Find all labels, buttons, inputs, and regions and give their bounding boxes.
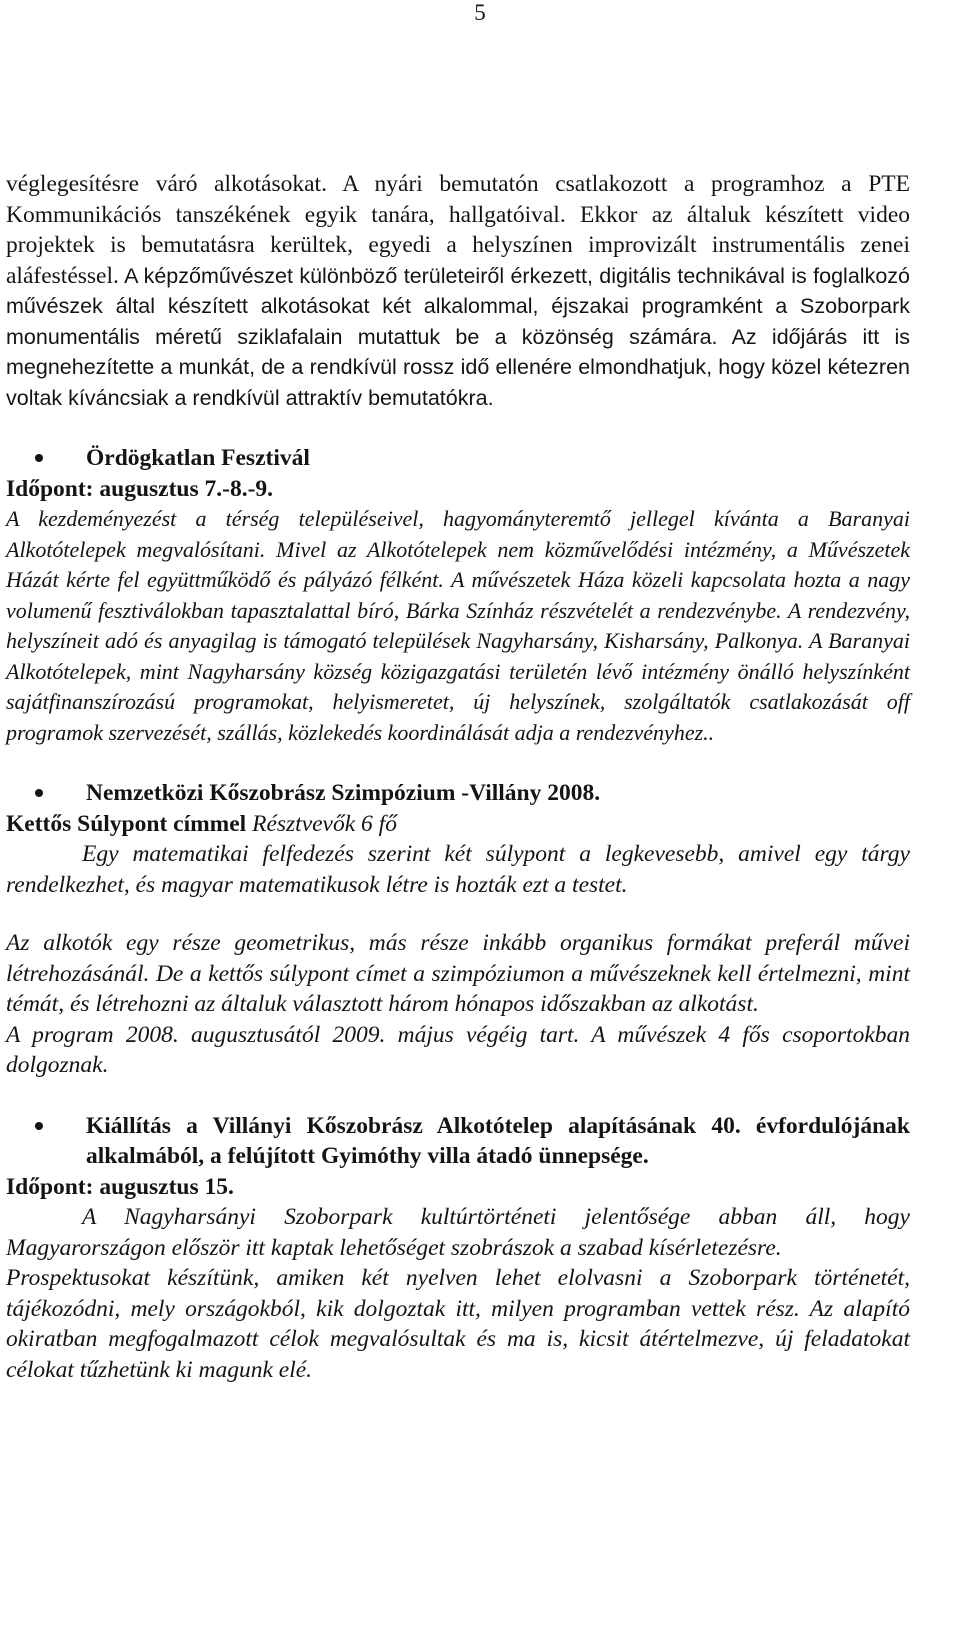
section-szimpozium-para1: Egy matematikai felfedezés szerint két súlypont a legkevesebb, amivel egy tárgy rendelkezhet, és magyar matematikusok létre is hozták ezt a testet. [6, 841, 910, 898]
section-kiallitas-para2: Prospektusokat készítünk, amiken két nyelven lehet elolvasni a Szoborpark történetét, tájékozódni, mely országokból, kik dolgoztak itt, milyen programban vettek rész. Az alapító okiratban megfogalmazott célok megvalósultak és ma is, kicsit átértelmezve, új feladatokat célokat tűzhetünk ki magunk elé. [6, 1265, 910, 1383]
section-szimpozium-para2: Az alkotók egy része geometrikus, más része inkább organikus formákat preferál művei létrehozásánál. De a kettős súlypont címet a szimpóziumon a művészeknek kell értelmezni, mint témát, és létrehozni az általuk választott három hónapos időszakban az alkotást. [6, 930, 910, 1017]
section-kiallitas-para1: A Nagyharsányi Szoborpark kultúrtörténeti jelentősége abban áll, hogy Magyarországon először itt kaptak lehetőséget szobrászok a szabad kísérletezésre. [6, 1204, 910, 1261]
bullet-icon [6, 443, 86, 474]
section-kiallitas-heading [6, 1111, 910, 1172]
section-szimpozium-subtitle [6, 809, 910, 840]
section-ordogkatlan-text: A kezdeményezést a térség településeivel, hagyományteremtő jellegel kívánta a Baranyai Alkotótelepek megvalósítani. Mivel az Alkotótelepek nem közművelődési intézmény, a Művészetek Házát kérte fel együttműködő és pályázó félként. A művészetek Háza közeli kapcsolata hozta a nagy volumenű fesztiválokban tapasztalattal bíró, Bárka Színház részvételét a rendezvénybe. A rendezvény, helyszíneit adó és anyagilag is támogató települések Nagyharsány, Kisharsány, Palkonya. A Baranyai Alkotótelepek, mint Nagyharsány község közigazgatási területén lévő intézmény önálló helyszínként sajátfinanszírozású programokat, helyismeretet, új helyszínek, szolgáltatók csatlakozását off programok szervezését, szállás, közlekedés koordinálását adja a rendezvényhez.. [6, 506, 910, 745]
section-heading-text: Kiállítás a Villányi Kőszobrász Alkotótelep alapításának 40. évfordulójának alkalmából, a felújított Gyimóthy villa átadó ünnepsége. [86, 1112, 910, 1169]
section-ordogkatlan-date: Időpont: augusztus 7.-8.-9. [6, 475, 274, 502]
page-number: 5 [474, 0, 486, 25]
intro-text-2: A képzőművészet különböző területeiről érkezett, digitális technikával is foglalkozó művészek által készített alkotásokat két alkalommal, éjszakai programként a Szoborpark monumentális méretű sziklafalain mutattuk be a közönség számára. [6, 263, 910, 349]
section-ordogkatlan-heading [6, 443, 910, 474]
section-heading-text: Ördögkatlan Fesztivál [86, 445, 310, 471]
subtitle-bold: Kettős Súlypont címmel [6, 810, 247, 837]
subtitle-italic: Résztvevők 6 fő [246, 810, 397, 837]
section-heading-text: Nemzetközi Kőszobrász Szimpózium -Villány 2008. [86, 780, 601, 806]
bullet-icon [6, 778, 86, 809]
intro-paragraph [6, 169, 910, 413]
section-szimpozium-para3: A program 2008. augusztusától 2009. május végéig tart. A művészek 4 fős csoportokban dolgoznak. [6, 1021, 910, 1078]
section-kiallitas-date: Időpont: augusztus 15. [6, 1173, 234, 1200]
bullet-icon [6, 1111, 86, 1172]
intro-text-1: véglegesítésre váró alkotásokat. A nyári bemutatón csatlakozott a programhoz a PTE Kommunikációs tanszékének egyik tanára, hallgatóival. Ekkor az általuk készített video projektek is bemutatásra kerültek, egyedi a helyszínen improvizált instrumentális zenei aláfestéssel. [6, 171, 910, 289]
intro-text-3: Az időjárás itt is megnehezítette a munkát, de a rendkívül rossz idő ellenére elmondhatjuk, hogy közel kétezren voltak kíváncsiak a rendkívül attraktív bemutatókra. [6, 324, 910, 410]
document-body [6, 169, 910, 1385]
section-szimpozium-heading [6, 778, 910, 809]
